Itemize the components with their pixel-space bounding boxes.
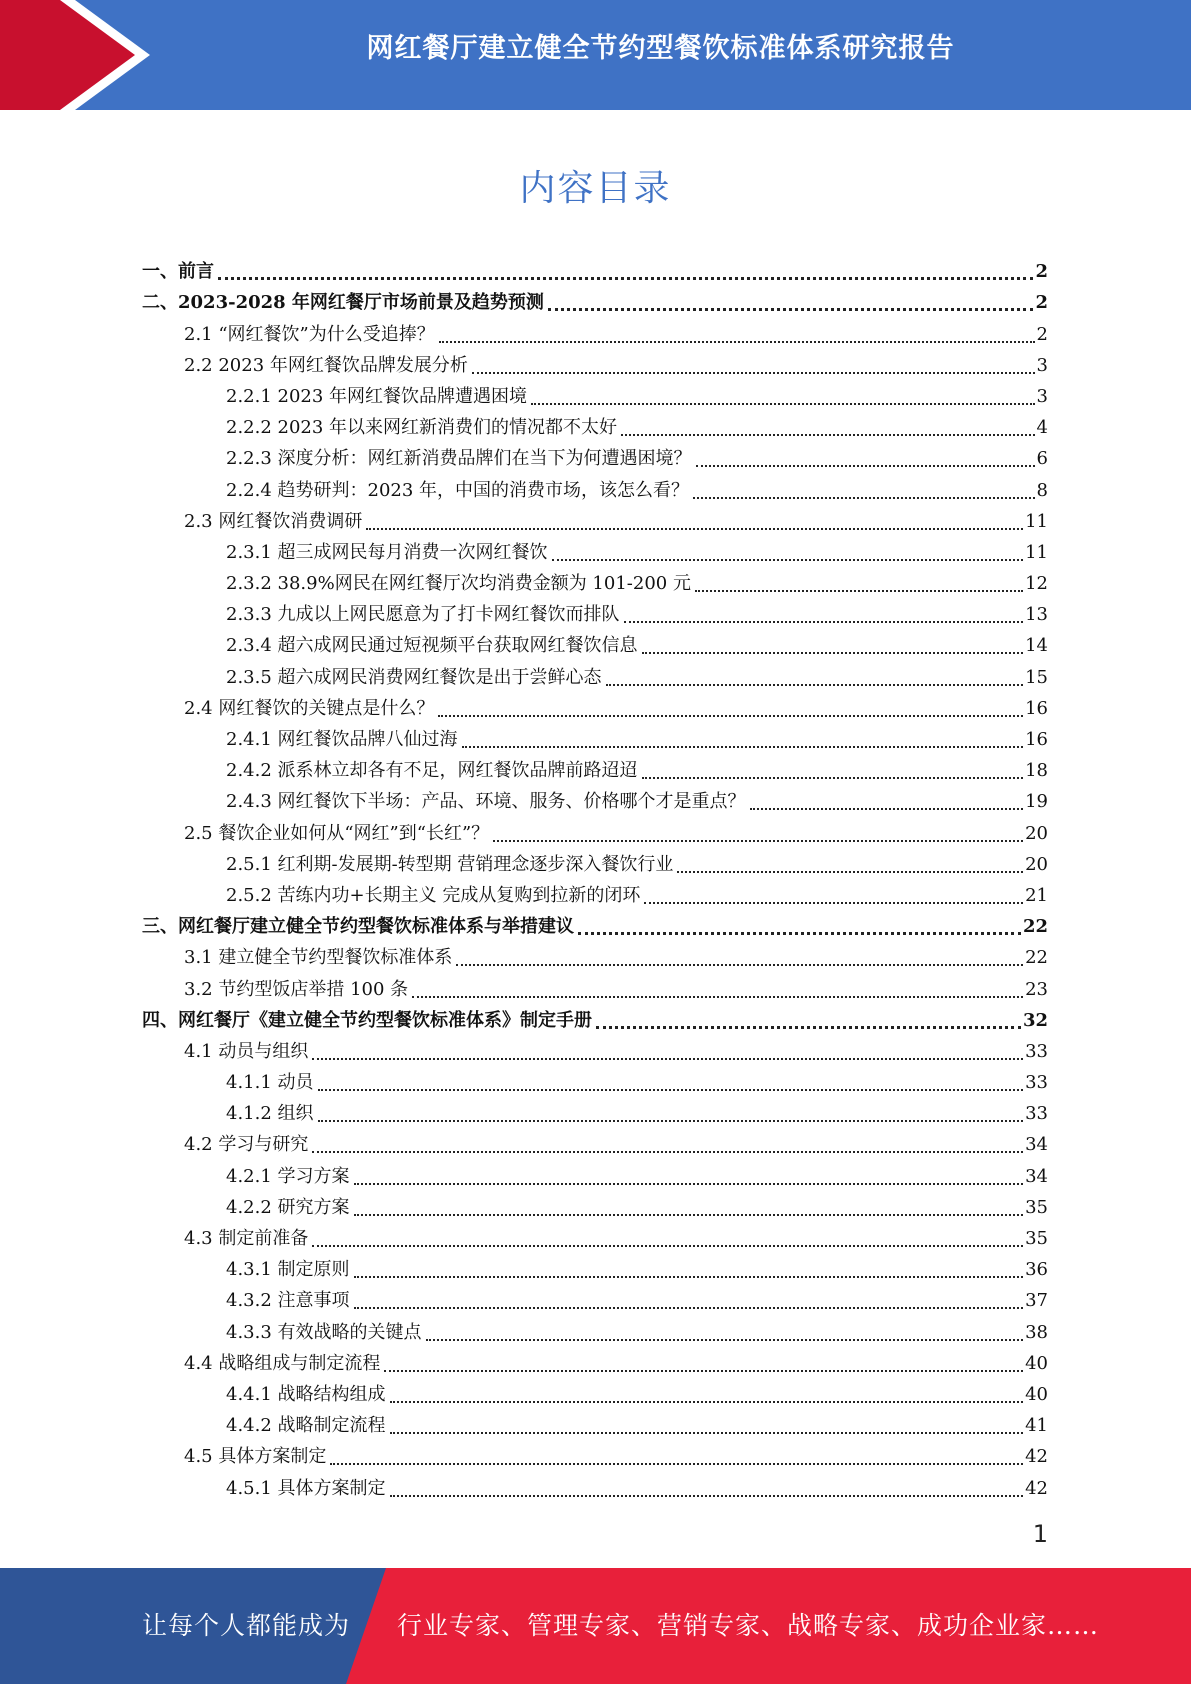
toc-entry-page: 36 xyxy=(1025,1259,1048,1281)
toc-entry-page: 16 xyxy=(1025,729,1048,750)
toc-entry[interactable] xyxy=(142,255,1048,286)
toc-entry-label: 2.5.1 红利期-发展期-转型期 营销理念逐步深入餐饮行业 xyxy=(226,853,674,875)
toc-entry-label: 2.2 2023 年网红餐饮品牌发展分析 xyxy=(184,354,468,376)
toc-entry-label: 2.2.2 2023 年以来网红新消费们的情况都不太好 xyxy=(226,417,618,439)
toc-dot-leader xyxy=(552,559,1024,561)
toc-entry-page: 37 xyxy=(1025,1290,1048,1312)
toc-entry-page: 41 xyxy=(1025,1415,1048,1437)
toc-dot-leader xyxy=(606,684,1024,686)
toc-entry-label: 2.2.4 趋势研判：2023 年，中国的消费市场，该怎么看？ xyxy=(226,479,690,501)
toc-entry-page: 20 xyxy=(1025,853,1048,875)
toc-entry-page: 22 xyxy=(1025,947,1048,969)
toc-entry[interactable] xyxy=(142,629,1048,660)
toc-dot-leader xyxy=(693,497,1034,499)
toc-entry-page: 20 xyxy=(1025,822,1048,844)
toc-entry[interactable] xyxy=(142,1253,1048,1284)
toc-entry-page: 8 xyxy=(1036,479,1048,501)
toc-dot-leader xyxy=(312,1058,1023,1060)
toc-entry[interactable] xyxy=(142,1222,1048,1253)
toc-entry[interactable] xyxy=(142,692,1048,723)
toc-entry-label: 4.2.2 研究方案 xyxy=(226,1196,350,1218)
toc-entry[interactable] xyxy=(142,941,1048,972)
toc-dot-leader xyxy=(330,1463,1023,1465)
toc-dot-leader xyxy=(621,434,1034,436)
toc-entry[interactable] xyxy=(142,1378,1048,1409)
toc-entry-label: 4.2 学习与研究 xyxy=(184,1134,309,1156)
toc-entry-label: 3.2 节约型饭店举措 100 条 xyxy=(184,978,409,1000)
toc-entry[interactable] xyxy=(142,1159,1048,1190)
toc-entry-label: 2.4 网红餐饮的关键点是什么？ xyxy=(184,697,435,719)
toc-entry-page: 12 xyxy=(1025,573,1048,595)
toc-entry-label: 4.4.2 战略制定流程 xyxy=(226,1415,386,1437)
toc-entry-page: 42 xyxy=(1025,1446,1048,1468)
footer-slogan-left: 让每个人都能成为 xyxy=(142,1611,351,1640)
toc-entry-page: 21 xyxy=(1025,884,1048,906)
toc-dot-leader xyxy=(390,1401,1024,1403)
toc-entry-page: 33 xyxy=(1025,1103,1048,1125)
toc-entry[interactable] xyxy=(142,598,1048,629)
page-footer xyxy=(0,1568,1191,1684)
toc-entry[interactable] xyxy=(142,567,1048,598)
toc-entry[interactable] xyxy=(142,723,1048,754)
toc-entry-page: 2 xyxy=(1036,323,1048,345)
toc-entry-label: 2.3.1 超三成网民每月消费一次网红餐饮 xyxy=(226,541,548,563)
toc-entry-label: 4.5 具体方案制定 xyxy=(184,1446,327,1468)
toc-entry-label: 2.2.1 2023 年网红餐饮品牌遭遇困境 xyxy=(226,385,528,407)
toc-entry[interactable] xyxy=(142,1315,1048,1346)
toc-entry[interactable] xyxy=(142,1409,1048,1440)
toc-dot-leader xyxy=(750,808,1024,810)
toc-entry-label: 4.3 制定前准备 xyxy=(184,1228,309,1249)
toc-entry-label: 4.3.3 有效战略的关键点 xyxy=(226,1321,422,1343)
toc-entry-page: 2 xyxy=(1035,292,1048,314)
toc-dot-leader xyxy=(354,1276,1024,1278)
toc-entry-page: 35 xyxy=(1025,1228,1048,1249)
toc-entry-page: 11 xyxy=(1025,510,1048,532)
toc-dot-leader xyxy=(472,372,1035,374)
toc-entry-label: 2.5.2 苦练内功+长期主义 完成从复购到拉新的闭环 xyxy=(226,884,641,906)
toc-entry-page: 3 xyxy=(1036,354,1048,376)
toc-entry[interactable] xyxy=(142,380,1048,411)
toc-entry-label: 4.1.2 组织 xyxy=(226,1103,314,1125)
toc-dot-leader xyxy=(642,652,1024,654)
toc-entry-page: 4 xyxy=(1036,417,1048,439)
toc-entry-label: 2.1 “网红餐饮”为什么受追捧？ xyxy=(184,323,435,345)
table-of-contents xyxy=(142,255,1048,1503)
toc-entry-page: 2 xyxy=(1035,261,1048,283)
toc-entry[interactable] xyxy=(142,505,1048,536)
toc-entry[interactable] xyxy=(142,754,1048,785)
toc-entry[interactable] xyxy=(142,785,1048,816)
toc-entry-label: 4.1 动员与组织 xyxy=(184,1040,309,1062)
toc-dot-leader xyxy=(462,746,1024,748)
toc-entry-label: 2.3 网红餐饮消费调研 xyxy=(184,510,363,532)
toc-entry-label: 四、网红餐厅《建立健全节约型餐饮标准体系》制定手册 xyxy=(142,1009,592,1031)
toc-entry-page: 33 xyxy=(1025,1040,1048,1062)
toc-entry-page: 3 xyxy=(1036,385,1048,407)
toc-dot-leader xyxy=(354,1183,1024,1185)
toc-entry[interactable] xyxy=(142,848,1048,879)
toc-entry-label: 2.4.1 网红餐饮品牌八仙过海 xyxy=(226,729,458,750)
toc-dot-leader xyxy=(578,932,1021,935)
toc-dot-leader xyxy=(412,996,1023,998)
toc-entry-label: 4.3.2 注意事项 xyxy=(226,1290,350,1312)
toc-entry[interactable] xyxy=(142,1004,1048,1035)
toc-entry[interactable] xyxy=(142,1128,1048,1159)
header-chevron-graphic xyxy=(0,0,200,110)
toc-dot-leader xyxy=(354,1214,1024,1216)
toc-entry[interactable] xyxy=(142,1066,1048,1097)
toc-entry[interactable] xyxy=(142,879,1048,910)
toc-dot-leader xyxy=(318,1089,1024,1091)
toc-dot-leader xyxy=(438,715,1023,717)
toc-entry[interactable] xyxy=(142,411,1048,442)
toc-entry-page: 18 xyxy=(1025,760,1048,782)
report-title: 网红餐厅建立健全节约型餐饮标准体系研究报告 xyxy=(366,33,955,64)
toc-dot-leader xyxy=(548,308,1034,311)
toc-entry-label: 4.3.1 制定原则 xyxy=(226,1259,350,1281)
toc-entry-label: 2.4.3 网红餐饮下半场：产品、环境、服务、价格哪个才是重点？ xyxy=(226,791,746,813)
toc-entry-page: 6 xyxy=(1036,448,1048,470)
toc-dot-leader xyxy=(439,341,1035,343)
toc-entry-page: 15 xyxy=(1025,666,1048,688)
toc-dot-leader xyxy=(696,465,1035,467)
toc-entry-page: 40 xyxy=(1025,1352,1048,1374)
toc-dot-leader xyxy=(677,871,1023,873)
toc-dot-leader xyxy=(596,1026,1021,1029)
toc-entry-label: 2.4.2 派系林立却各有不足，网红餐饮品牌前路迢迢 xyxy=(226,760,638,782)
toc-entry-label: 4.4 战略组成与制定流程 xyxy=(184,1352,381,1374)
toc-entry-label: 2.2.3 深度分析：网红新消费品牌们在当下为何遭遇困境？ xyxy=(226,448,692,470)
toc-dot-leader xyxy=(384,1370,1023,1372)
toc-entry-label: 4.1.1 动员 xyxy=(226,1072,314,1094)
toc-dot-leader xyxy=(366,528,1023,530)
toc-entry-page: 23 xyxy=(1025,978,1048,1000)
page-header xyxy=(0,0,1191,110)
toc-entry[interactable] xyxy=(142,910,1048,941)
toc-dot-leader xyxy=(312,1245,1023,1247)
toc-entry[interactable] xyxy=(142,442,1048,473)
page-number: 1 xyxy=(1032,1520,1048,1548)
toc-entry-page: 11 xyxy=(1025,541,1048,563)
toc-entry[interactable] xyxy=(142,1097,1048,1128)
toc-entry[interactable] xyxy=(142,317,1048,348)
toc-dot-leader xyxy=(642,777,1024,779)
toc-entry-label: 4.2.1 学习方案 xyxy=(226,1165,350,1187)
toc-entry-page: 33 xyxy=(1025,1072,1048,1094)
toc-entry[interactable] xyxy=(142,1191,1048,1222)
toc-entry-label: 一、前言 xyxy=(142,261,214,283)
toc-entry-label: 2.3.5 超六成网民消费网红餐饮是出于尝鲜心态 xyxy=(226,666,602,688)
toc-entry-page: 13 xyxy=(1025,604,1048,626)
toc-dot-leader xyxy=(624,621,1024,623)
toc-entry-page: 40 xyxy=(1025,1383,1048,1405)
toc-dot-leader xyxy=(531,403,1034,405)
toc-entry-label: 二、2023-2028 年网红餐厅市场前景及趋势预测 xyxy=(142,292,544,314)
toc-dot-leader xyxy=(456,964,1023,966)
toc-entry-page: 19 xyxy=(1025,791,1048,813)
toc-entry-page: 38 xyxy=(1025,1321,1048,1343)
toc-entry-page: 42 xyxy=(1025,1477,1048,1499)
toc-dot-leader xyxy=(354,1307,1024,1309)
toc-entry[interactable] xyxy=(142,816,1048,847)
toc-dot-leader xyxy=(390,1432,1024,1434)
toc-entry-label: 3.1 建立健全节约型餐饮标准体系 xyxy=(184,947,453,969)
toc-entry[interactable] xyxy=(142,1284,1048,1315)
toc-entry-page: 32 xyxy=(1022,1009,1048,1031)
toc-entry[interactable] xyxy=(142,286,1048,317)
toc-entry-page: 34 xyxy=(1025,1134,1048,1156)
toc-entry-page: 16 xyxy=(1025,697,1048,719)
toc-dot-leader xyxy=(390,1495,1024,1497)
toc-entry-label: 4.4.1 战略结构组成 xyxy=(226,1383,386,1405)
toc-entry-page: 34 xyxy=(1025,1165,1048,1187)
toc-entry[interactable] xyxy=(142,1440,1048,1471)
toc-entry-label: 2.3.2 38.9%网民在网红餐厅次均消费金额为 101-200 元 xyxy=(226,573,691,595)
toc-entry[interactable] xyxy=(142,536,1048,567)
toc-entry[interactable] xyxy=(142,1035,1048,1066)
toc-entry-label: 2.3.3 九成以上网民愿意为了打卡网红餐饮而排队 xyxy=(226,604,620,626)
toc-dot-leader xyxy=(312,1151,1023,1153)
toc-dot-leader xyxy=(426,1339,1024,1341)
toc-entry-label: 4.5.1 具体方案制定 xyxy=(226,1477,386,1499)
toc-entry[interactable] xyxy=(142,1471,1048,1502)
toc-dot-leader xyxy=(644,902,1023,904)
toc-entry[interactable] xyxy=(142,473,1048,504)
toc-entry-page: 14 xyxy=(1025,635,1048,657)
toc-dot-leader xyxy=(493,840,1023,842)
toc-dot-leader xyxy=(218,277,1033,280)
toc-dot-leader xyxy=(318,1120,1024,1122)
toc-entry-label: 2.5 餐饮企业如何从“网红”到“长红”？ xyxy=(184,822,490,844)
toc-entry[interactable] xyxy=(142,972,1048,1003)
toc-entry-label: 三、网红餐厅建立健全节约型餐饮标准体系与举措建议 xyxy=(142,916,574,938)
toc-dot-leader xyxy=(695,590,1023,592)
toc-heading: 内容目录 xyxy=(519,168,672,209)
footer-slogan-right: 行业专家、管理专家、营销专家、战略专家、成功企业家…… xyxy=(397,1611,1100,1640)
toc-entry[interactable] xyxy=(142,660,1048,691)
toc-entry[interactable] xyxy=(142,1347,1048,1378)
toc-entry-page: 22 xyxy=(1022,916,1048,938)
toc-entry[interactable] xyxy=(142,349,1048,380)
toc-entry-page: 35 xyxy=(1025,1196,1048,1218)
toc-entry-label: 2.3.4 超六成网民通过短视频平台获取网红餐饮信息 xyxy=(226,635,638,657)
